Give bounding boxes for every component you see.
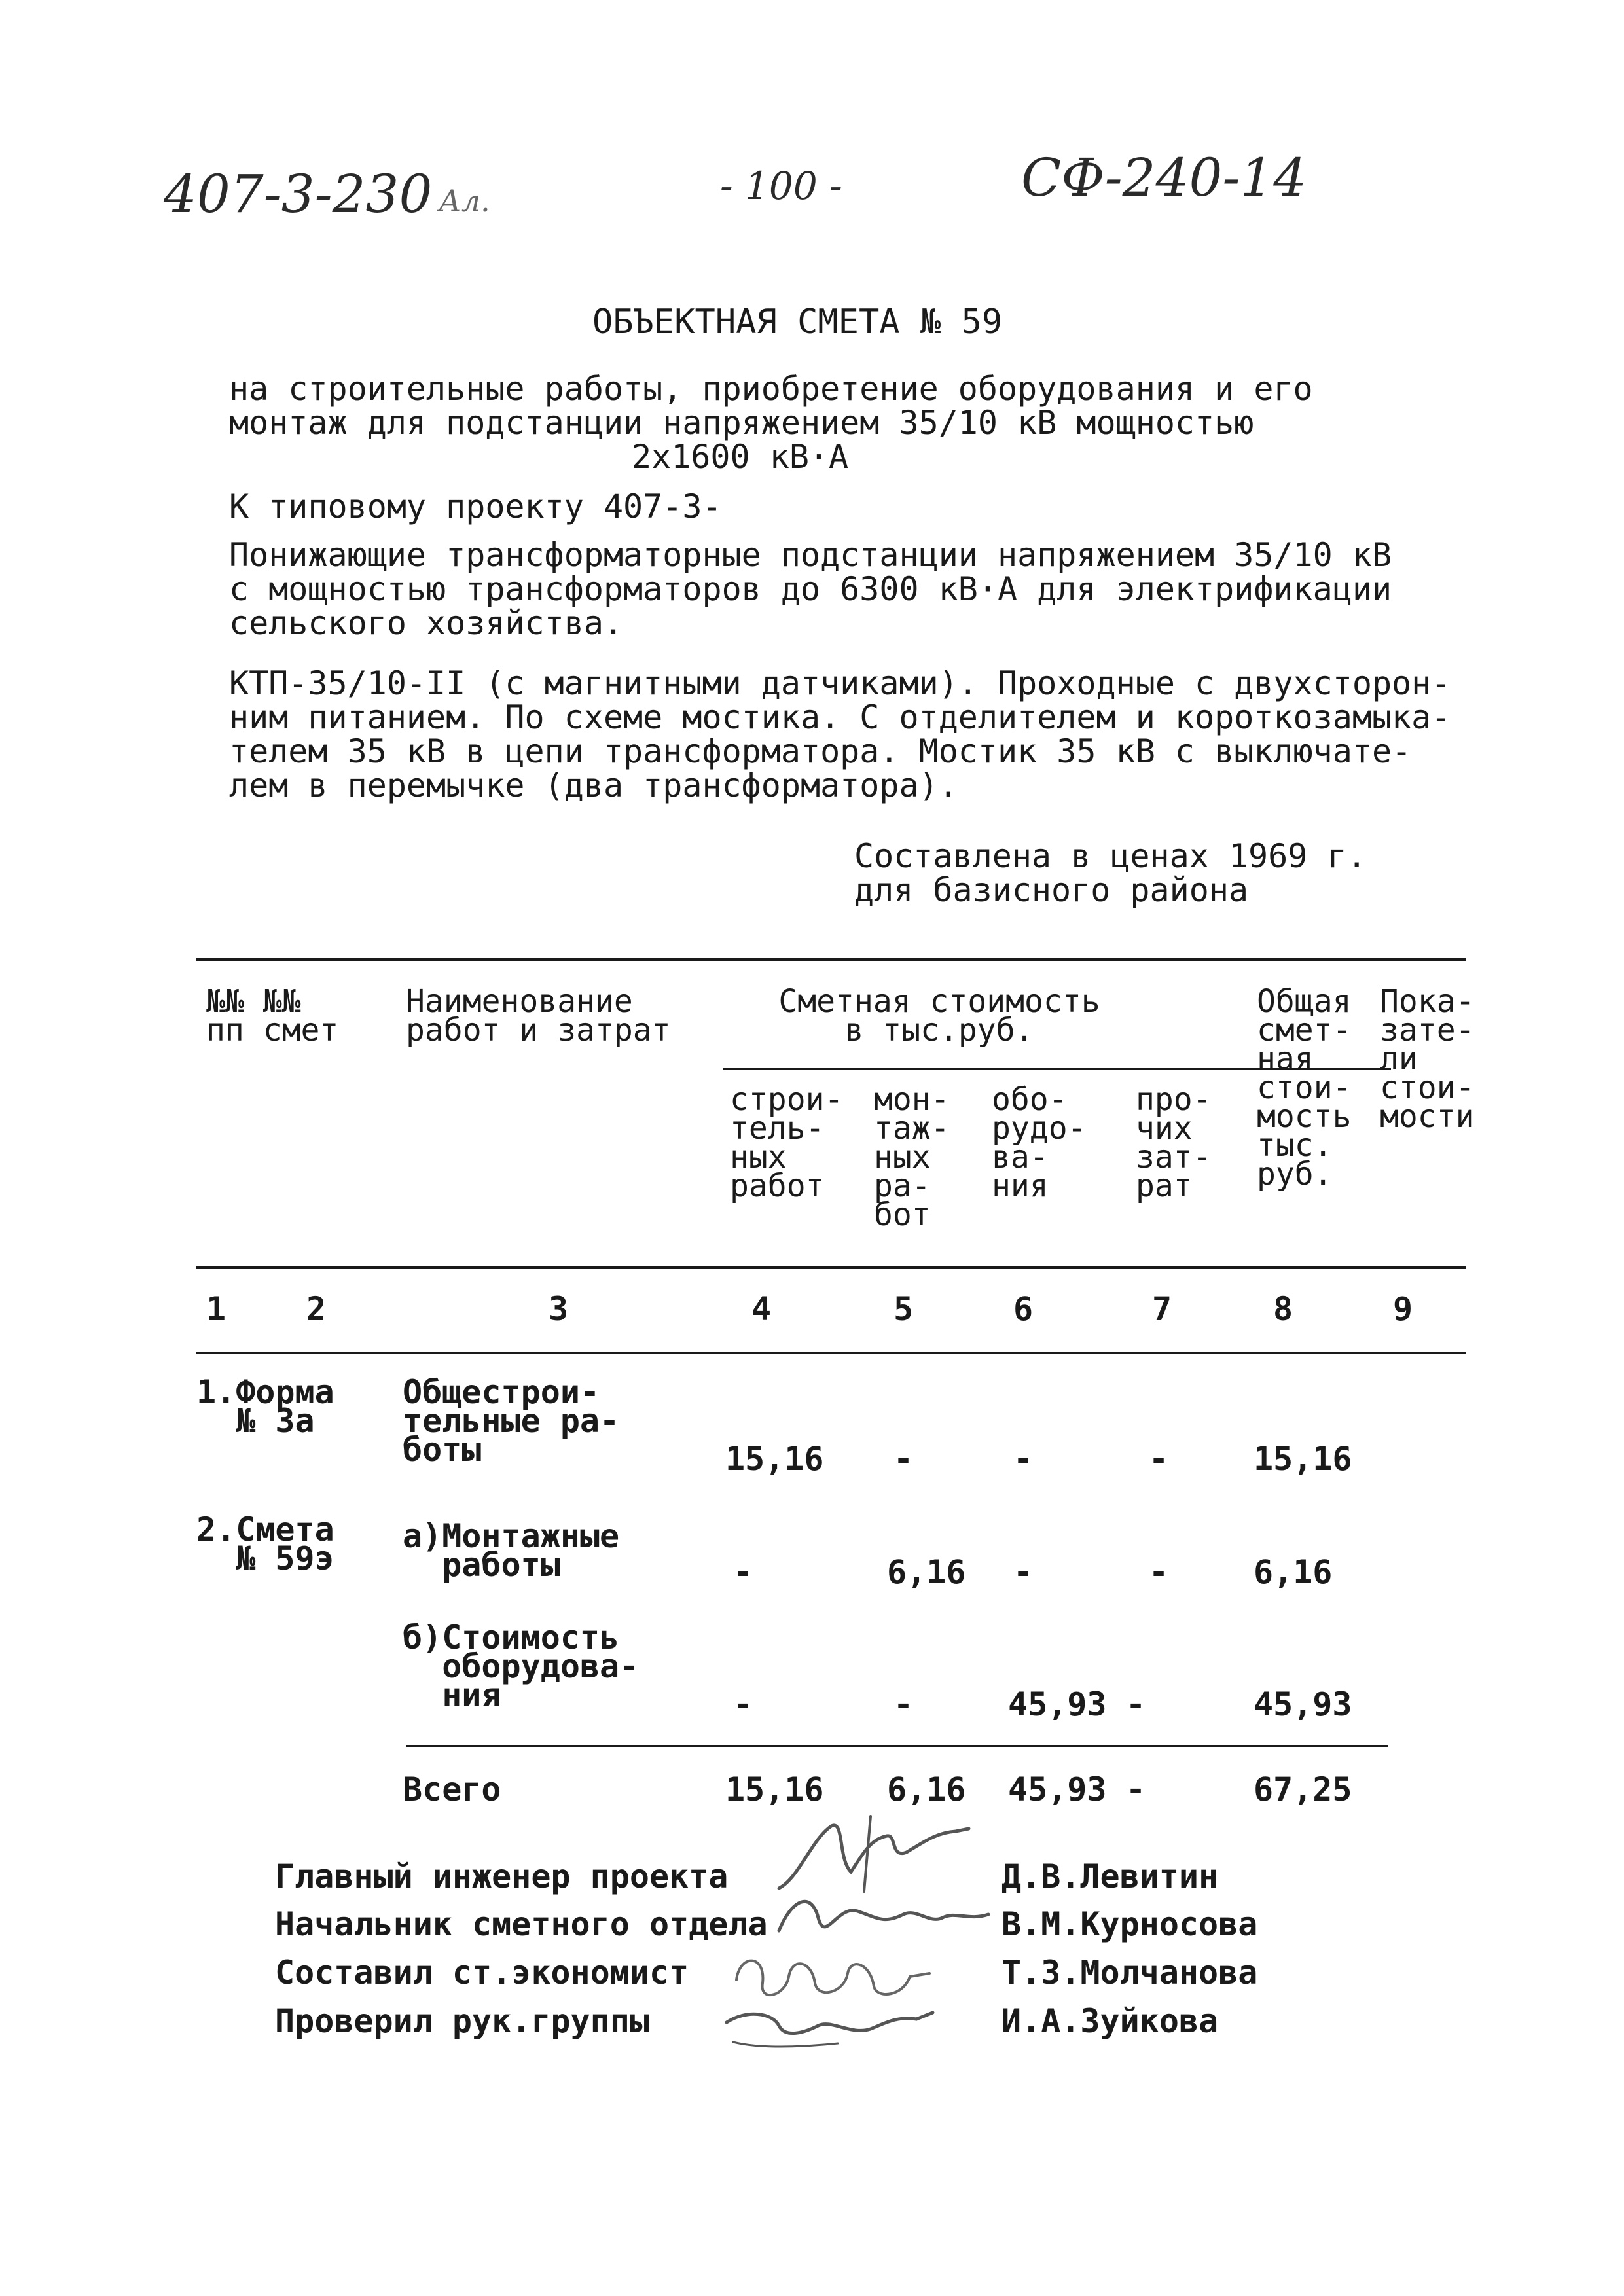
signature-role-2: Начальник сметного отдела xyxy=(275,1905,768,1943)
signature-name-3: Т.З.Молчанова xyxy=(1001,1954,1258,1992)
table-total-rule xyxy=(406,1745,1388,1747)
signature-role-3: Составил ст.экономист xyxy=(275,1954,689,1992)
row2-number: 2.Смета № 59э xyxy=(196,1511,334,1577)
col-number-6: 6 xyxy=(1013,1290,1034,1328)
subtitle-line-2: монтаж для подстанции напряжением 35/10 кВ мощностью xyxy=(229,404,1254,442)
table-numbers-rule xyxy=(196,1352,1466,1354)
col-number-2: 2 xyxy=(306,1290,327,1328)
row1-number: 1.Форма № 3а xyxy=(196,1373,334,1440)
row1-construction: 15,16 xyxy=(725,1440,824,1478)
subtitle-line-1: на строительные работы, приобретение оборудования и его xyxy=(229,370,1313,408)
row3-equipment: 45,93 xyxy=(1008,1685,1107,1723)
description-line-3: сельского хозяйства. xyxy=(229,604,624,642)
row2-name: а)Монтажные работы xyxy=(403,1517,620,1584)
row3-name: б)Стоимость оборудова- ния xyxy=(403,1619,640,1714)
total-construction: 15,16 xyxy=(725,1770,824,1808)
header-cost-group: Сметная стоимость в тыс.руб. xyxy=(778,983,1100,1049)
details-line-1: КТП-35/10-II (с магнитными датчиками). Проходные с двухсторон- xyxy=(229,664,1451,702)
row3-other: - xyxy=(1126,1685,1146,1723)
row1-installation: - xyxy=(893,1440,914,1478)
details-line-2: ним питанием. По схеме мостика. С отделителем и короткозамыка- xyxy=(229,698,1451,736)
total-grand: 67,25 xyxy=(1254,1770,1352,1808)
header-indicators: Пока- зате- ли стои- мости xyxy=(1380,983,1475,1135)
row2-total: 6,16 xyxy=(1254,1553,1333,1591)
subtitle-line-3: 2x1600 кВ·А xyxy=(632,438,849,476)
row1-equipment: - xyxy=(1013,1440,1034,1478)
total-installation: 6,16 xyxy=(887,1770,966,1808)
row2-equipment: - xyxy=(1013,1553,1034,1591)
details-line-3: телем 35 кВ в цепи трансформатора. Мостик 35 кВ с выключате- xyxy=(229,732,1412,770)
row3-total: 45,93 xyxy=(1254,1685,1352,1723)
col-number-5: 5 xyxy=(893,1290,914,1328)
project-reference: К типовому проекту 407-3- xyxy=(229,488,722,526)
project-code: 407-3-230 xyxy=(164,164,433,224)
prices-note-line-2: для базисного района xyxy=(854,871,1249,909)
signature-name-4: И.А.Зуйкова xyxy=(1001,2002,1219,2040)
row3-construction: - xyxy=(733,1685,753,1723)
header-construction: строи- тель- ных работ xyxy=(730,1081,844,1204)
header-other: про- чих зат- рат xyxy=(1136,1081,1212,1204)
col-number-9: 9 xyxy=(1393,1290,1413,1328)
signature-role-1: Главный инженер проекта xyxy=(275,1857,729,1895)
total-equipment: 45,93 xyxy=(1008,1770,1107,1808)
row3-installation: - xyxy=(893,1685,914,1723)
col-number-7: 7 xyxy=(1152,1290,1172,1328)
row2-construction: - xyxy=(733,1553,753,1591)
col-number-3: 3 xyxy=(549,1290,569,1328)
row2-other: - xyxy=(1149,1553,1169,1591)
header-equipment: обо- рудо- ва- ния xyxy=(992,1081,1087,1204)
row1-name: Общестрои- тельные ра- боты xyxy=(403,1373,620,1469)
col-number-8: 8 xyxy=(1273,1290,1293,1328)
header-numbers: №№ №№ пп смет xyxy=(206,983,339,1049)
table-top-rule xyxy=(196,958,1466,961)
table-header-rule xyxy=(196,1266,1466,1269)
row2-installation: 6,16 xyxy=(887,1553,966,1591)
page-number: - 100 - xyxy=(720,164,842,208)
signature-name-2: В.М.Курносова xyxy=(1001,1905,1258,1943)
header-name: Наименование работ и затрат xyxy=(406,983,671,1049)
header-installation: мон- таж- ных ра- бот xyxy=(874,1081,950,1233)
handwritten-signature-4 xyxy=(720,1996,943,2055)
row1-total: 15,16 xyxy=(1254,1440,1352,1478)
total-label: Всего xyxy=(403,1770,501,1808)
col-number-4: 4 xyxy=(751,1290,772,1328)
header-total-cost: Общая смет- ная стои- мость тыс. руб. xyxy=(1257,983,1352,1193)
prices-note-line-1: Составлена в ценах 1969 г. xyxy=(854,837,1367,875)
description-line-1: Понижающие трансформаторные подстанции напряжением 35/10 кВ xyxy=(229,536,1392,574)
signature-name-1: Д.В.Левитин xyxy=(1001,1857,1219,1895)
signature-role-4: Проверил рук.группы xyxy=(275,2002,649,2040)
description-line-2: с мощностью трансформаторов до 6300 кВ·А для электрификации xyxy=(229,570,1392,608)
project-code-suffix: Ал. xyxy=(439,183,490,219)
document-code: СФ-240-14 xyxy=(1021,147,1307,208)
row1-other: - xyxy=(1149,1440,1169,1478)
col-number-1: 1 xyxy=(206,1290,226,1328)
document-title: ОБЪЕКТНАЯ СМЕТА № 59 xyxy=(592,302,1003,342)
total-other: - xyxy=(1126,1770,1146,1808)
details-line-4: лем в перемычке (два трансформатора). xyxy=(229,766,958,804)
